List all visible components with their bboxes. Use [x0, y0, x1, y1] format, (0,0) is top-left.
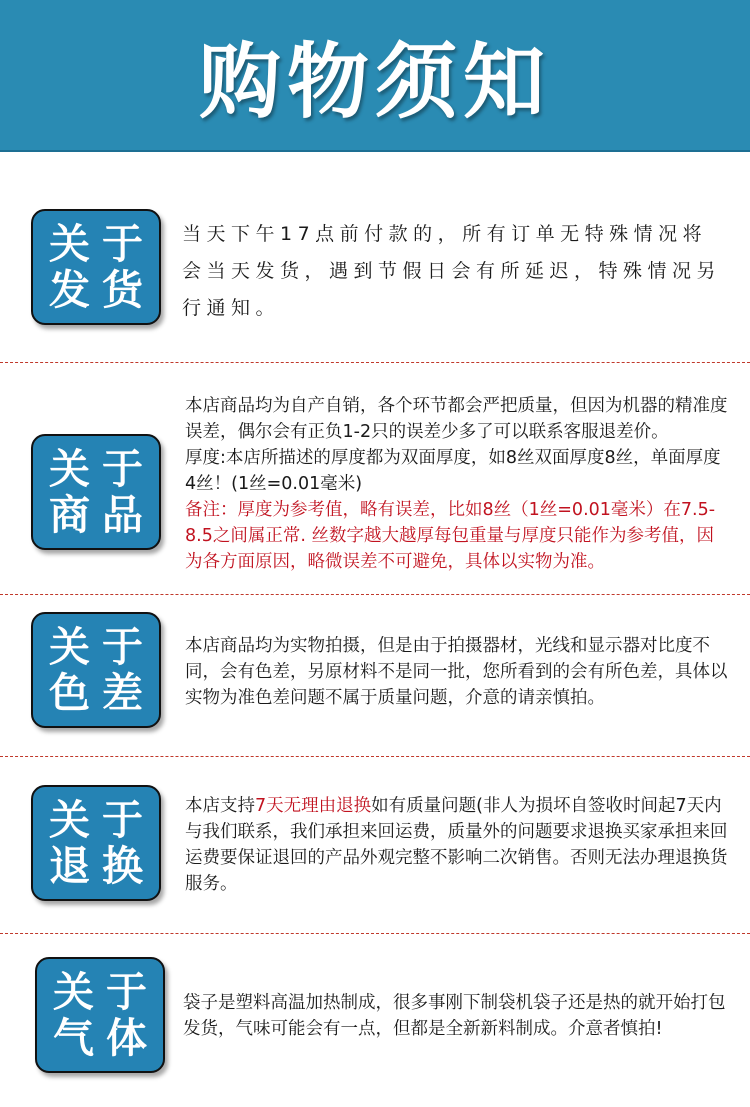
smell-text: 袋子是塑料高温加热制成，很多事刚下制袋机袋子还是热的就开始打包发货，气味可能会有一点，但都是全新新料制成。介意者慎拍! — [183, 993, 726, 1039]
product-text — [185, 393, 730, 575]
shipping-text: 当天下午17点前付款的，所有订单无特殊情况将会当天发货，遇到节假日会有所延迟，特殊情况另行通知。 — [182, 223, 722, 319]
badge-product — [31, 434, 161, 550]
header-banner — [0, 0, 750, 152]
returns-highlight: 7天无理由退换 — [255, 796, 372, 816]
badge-line1: 关于 — [49, 220, 155, 268]
product-paragraph-1: 本店商品均为自产自销，各个环节都会严把质量，但因为机器的精准度误差，偶尔会有正负1-2只的误差少多了可以联系客服退差价。 — [185, 396, 728, 442]
badge-line2: 发货 — [49, 266, 155, 314]
section-shipping — [0, 150, 750, 362]
color-text: 本店商品均为实物拍摄，但是由于拍摄器材，光线和显示器对比度不同，会有色差，另原材料不是同一批，您所看到的会有所色差，具体以实物为准色差问题不属于质量问题，介意的请亲慎拍。 — [185, 636, 728, 708]
section-smell — [0, 934, 750, 1107]
badge-line1: 关于 — [49, 623, 155, 671]
badge-line2: 商品 — [49, 491, 155, 539]
page-title: 购物须知 — [198, 34, 551, 130]
badge-line1: 关于 — [49, 796, 155, 844]
badge-smell — [35, 957, 165, 1073]
section-returns — [0, 757, 750, 932]
product-note: 备注：厚度为参考值，略有误差，比如8丝（1丝=0.01毫米）在7.5-8.5之间属正常. 丝数字越大越厚每包重量与厚度只能作为参考值，因为各方面原因，略微误差不可避免，具体以实物为准。 — [185, 500, 716, 572]
section-color — [0, 595, 750, 755]
badge-returns — [31, 785, 161, 901]
badge-color — [31, 612, 161, 728]
badge-line2: 气体 — [53, 1014, 159, 1062]
badge-shipping — [31, 209, 161, 325]
badge-line1: 关于 — [53, 968, 159, 1016]
returns-body: 如有质量问题(非人为损坏自签收时间起7天内与我们联系，我们承担来回运费，质量外的问题要求退换买家承担来回运费要保证退回的产品外观完整不影响二次销售。否则无法办理退换货服务。 — [185, 796, 728, 894]
badge-line2: 退换 — [49, 842, 155, 890]
returns-text — [185, 793, 730, 897]
product-paragraph-2: 厚度:本店所描述的厚度都为双面厚度，如8丝双面厚度8丝，单面厚度4丝！(1丝=0.01毫米) — [185, 448, 721, 494]
section-product — [0, 363, 750, 593]
returns-prefix: 本店支持 — [185, 796, 255, 816]
badge-line1: 关于 — [49, 445, 155, 493]
badge-line2: 色差 — [49, 669, 155, 717]
